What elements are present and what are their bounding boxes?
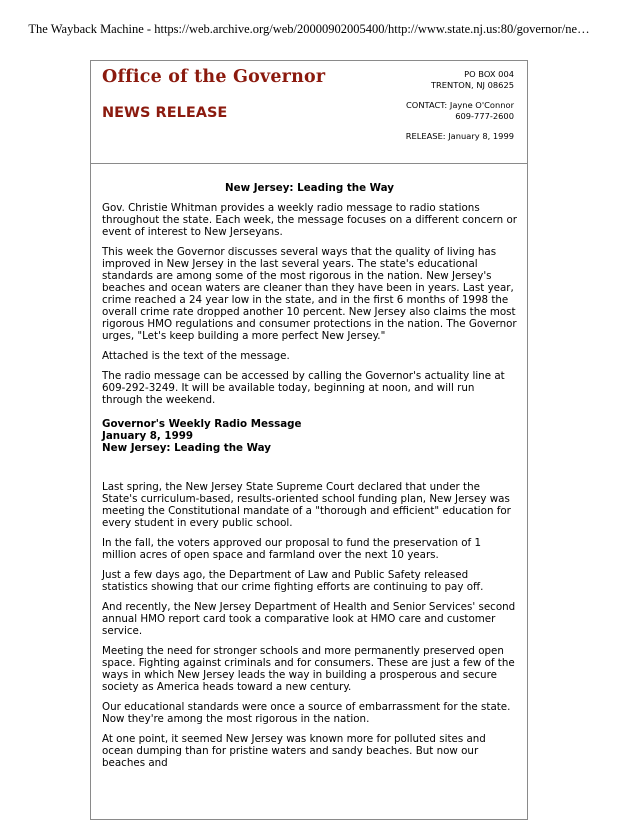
press-release-page xyxy=(90,60,528,820)
contact-name: CONTACT: Jayne O'Connor xyxy=(406,100,514,110)
message-heading xyxy=(102,418,517,454)
wayback-title: The Wayback Machine - https://web.archive.org/web/20000902005400/http://www.state.nj.us:80/governor/ne… xyxy=(28,22,590,36)
message-paragraph: Just a few days ago, the Department of Law and Public Safety released statistics showing that our crime fighting efforts are continuing to pay off. xyxy=(102,569,484,593)
intro-paragraph: Gov. Christie Whitman provides a weekly radio message to radio stations throughout the state. Each week, the message focuses on a different concern or event of interest to New Jerseyans. xyxy=(102,202,517,238)
contact-block xyxy=(406,69,514,142)
office-title: Office of the Governor xyxy=(102,67,326,87)
news-release-label: NEWS RELEASE xyxy=(102,105,228,121)
intro-paragraph: The radio message can be accessed by calling the Governor's actuality line at 609-292-3249. It will be available today, beginning at noon, and will run through the weekend. xyxy=(102,370,505,406)
contact-phone: 609-777-2600 xyxy=(455,111,514,121)
article-title: New Jersey: Leading the Way xyxy=(225,182,394,194)
release-header xyxy=(91,61,527,164)
city: TRENTON, NJ 08625 xyxy=(430,80,514,90)
release-body xyxy=(91,164,527,769)
message-heading-line: Governor's Weekly Radio Message xyxy=(102,418,302,430)
message-paragraph: In the fall, the voters approved our proposal to fund the preservation of 1 million acres of open space and farmland over the next 10 years. xyxy=(102,537,481,561)
intro-paragraph: Attached is the text of the message. xyxy=(102,350,290,362)
message-paragraph: And recently, the New Jersey Department of Health and Senior Services' second annual HMO report card took a comparative look at HMO care and customer service. xyxy=(102,601,516,637)
message-paragraph: Our educational standards were once a source of embarrassment for the state. Now they're among the most rigorous in the nation. xyxy=(102,701,511,725)
po-box: PO BOX 004 xyxy=(464,69,514,79)
release-date: RELEASE: January 8, 1999 xyxy=(405,131,514,141)
intro-paragraph: This week the Governor discusses several ways that the quality of living has improved in New Jersey in the last several years. The state's educational standards are among some of the most rigorous in the nation. New Jersey's beaches and ocean waters are cleaner than they have been in years. Last year, crime reached a 24 year low in the state, and in the first 6 months of 1998 the overall crime rate dropped another 10 percent. New Jersey also claims the most rigorous HMO regulations and consumer protections in the nation. The Governor urges, "Let's keep building a more perfect New Jersey." xyxy=(102,246,517,342)
message-paragraph: Last spring, the New Jersey State Supreme Court declared that under the State's curriculum-based, results-oriented school funding plan, New Jersey was meeting the Constitutional mandate of a "thorough and efficient" education for every student in every public school. xyxy=(102,481,511,529)
message-heading-line: January 8, 1999 xyxy=(102,430,194,442)
message-paragraph: At one point, it seemed New Jersey was known more for polluted sites and ocean dumping than for pristine waters and sandy beaches. But now our beaches and xyxy=(102,733,486,769)
message-paragraph: Meeting the need for stronger schools and more permanently preserved open space. Fighting against criminals and for consumers. These are just a few of the ways in which New Jersey leads the way in building a prosperous and secure society as America heads toward a new century. xyxy=(102,645,515,693)
message-heading-line: New Jersey: Leading the Way xyxy=(102,442,271,454)
